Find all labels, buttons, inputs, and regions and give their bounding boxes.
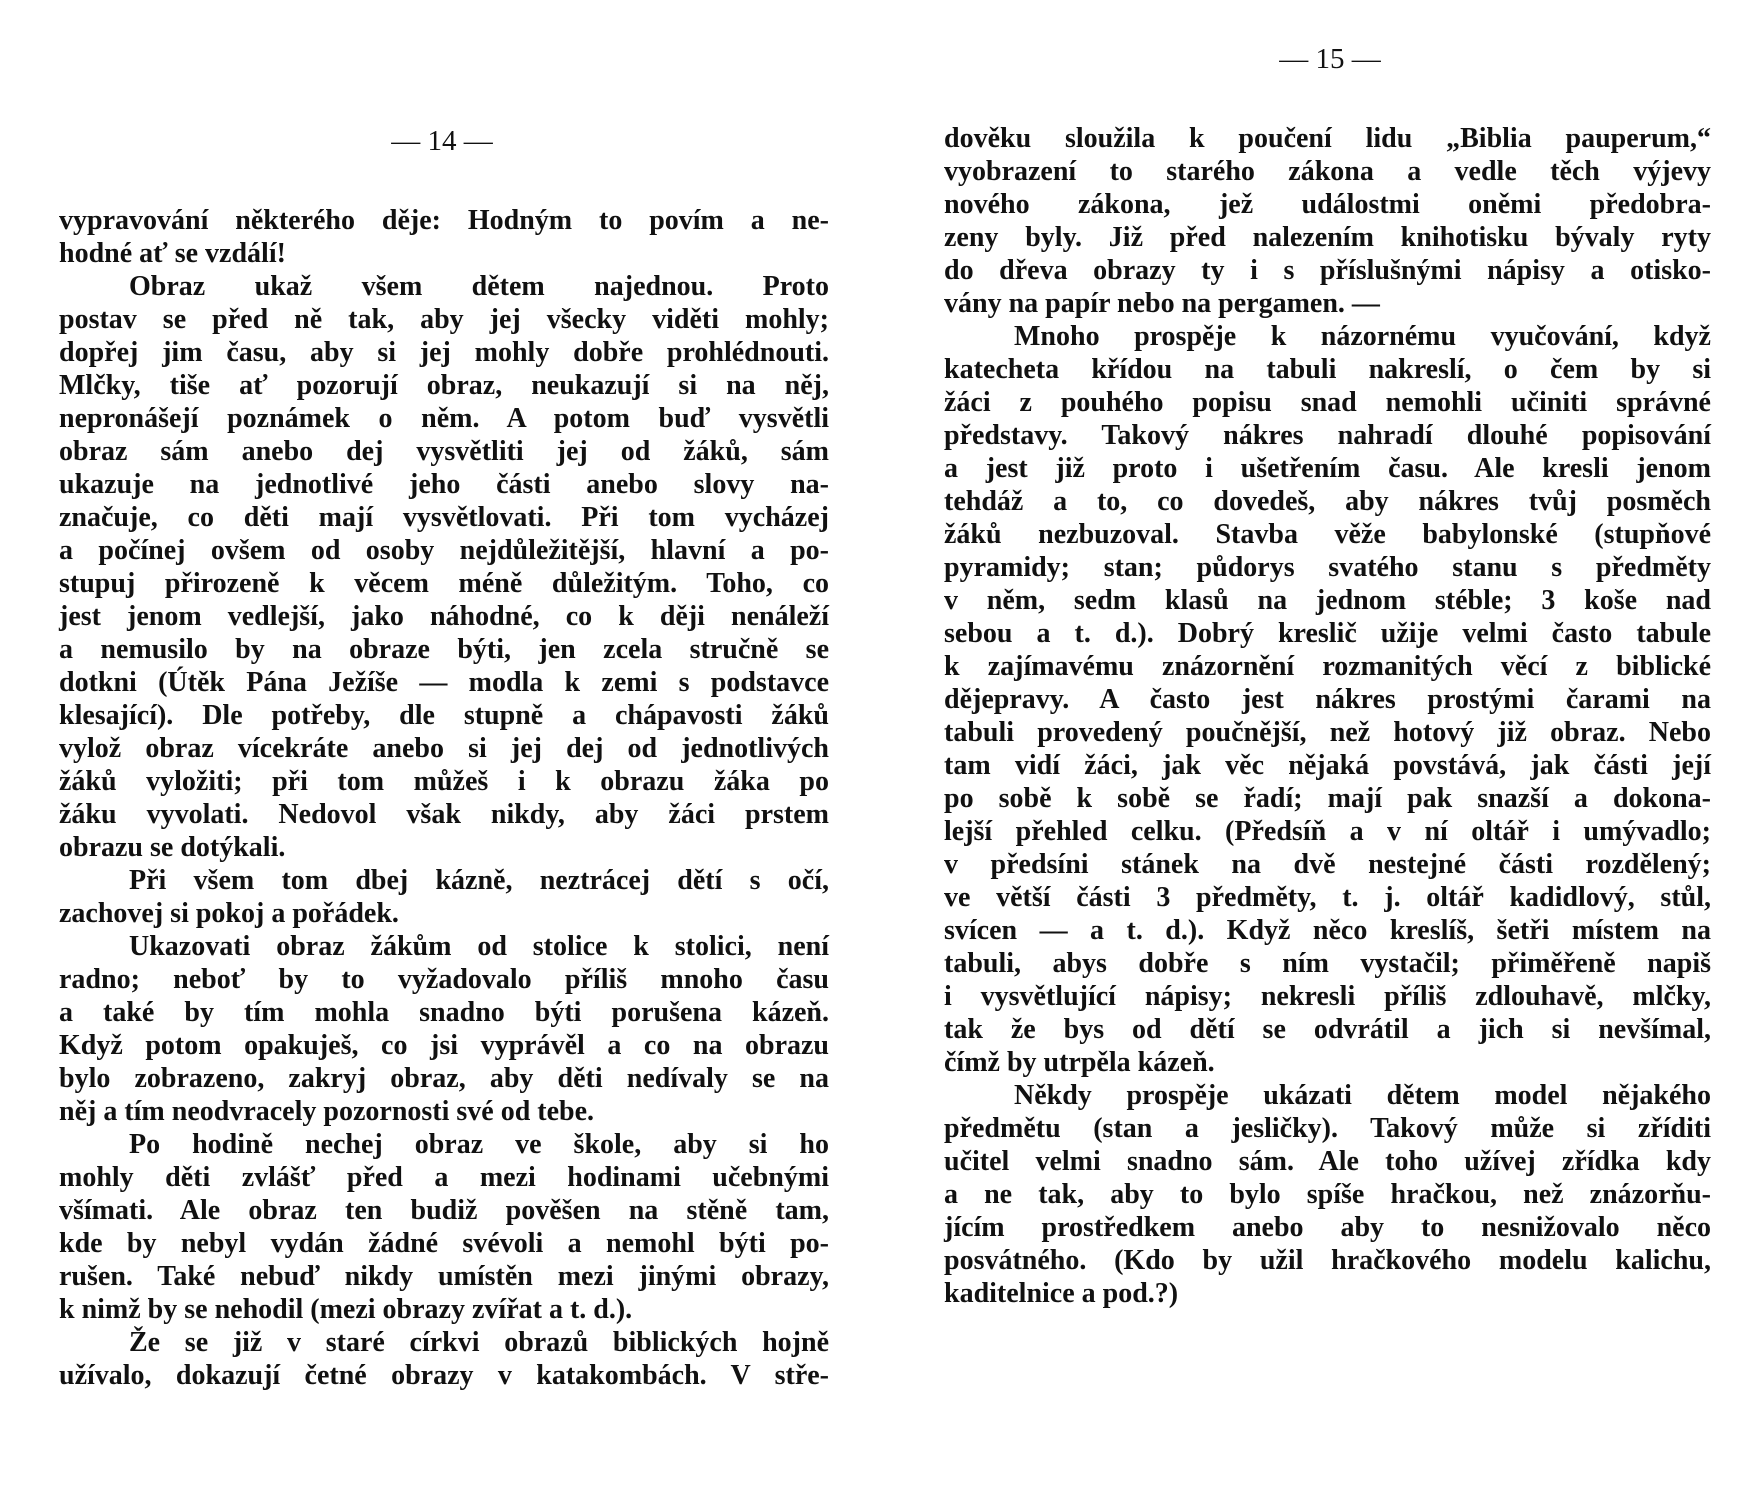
text-line: žáku vyvolati. Nedovol však nikdy, aby žáci prstem [59, 799, 829, 830]
text-line: Mnoho prospěje k názornému vyučování, když [1014, 321, 1711, 352]
text-line: Když potom opakuješ, co jsi vyprávěl a co na obrazu [59, 1030, 829, 1061]
page-number-left: — 14 — [391, 125, 493, 157]
text-line: tam vidí žáci, jak věc nějaká povstává, jak části její [944, 750, 1711, 781]
text-line: užívalo, dokazují četné obrazy v katakombách. V stře- [59, 1360, 829, 1391]
text-line: předmětu (stan a jesličky). Takový může si zříditi [944, 1113, 1711, 1144]
text-line: i vysvětlující nápisy; nekresli příliš zdlouhavě, mlčky, [944, 981, 1711, 1012]
text-line: k zajímavému znázornění rozmanitých věcí z biblické [944, 651, 1711, 682]
right-page-text [944, 122, 1711, 1310]
text-line: čímž by utrpěla kázeň. [944, 1047, 1215, 1078]
text-line: k nimž by se nehodil (mezi obrazy zvířat a t. d.). [59, 1294, 633, 1325]
text-line: Při všem tom dbej kázně, neztrácej dětí s očí, [129, 865, 829, 896]
text-line: po sobě k sobě se řadí; mají pak snazší a dokona- [944, 783, 1711, 814]
text-line: radno; neboť by to vyžadovalo příliš mnoho času [59, 964, 829, 995]
text-line: dějepravy. A často jest nákres prostými čarami na [944, 684, 1711, 715]
text-line: Ukazovati obraz žákům od stolice k stolici, není [129, 931, 829, 962]
text-line: ukazuje na jednotlivé jeho části anebo slovy na- [59, 469, 829, 500]
text-line: pyramidy; stan; půdorys svatého stanu s předměty [944, 552, 1711, 583]
text-line: klesající). Dle potřeby, dle stupně a chápavosti žáků [59, 700, 829, 731]
text-line: obrazu se dotýkali. [59, 832, 286, 863]
page-number-right: — 15 — [1279, 43, 1381, 75]
text-line: nepronášejí poznámek o něm. A potom buď vysvětli [59, 403, 829, 434]
text-line: tabuli provedený poučnější, než hotový již obraz. Nebo [944, 717, 1711, 748]
text-line: Mlčky, tiše ať pozorují obraz, neukazují si na něj, [59, 370, 829, 401]
text-line: mohly děti zvlášť před a mezi hodinami učebnými [59, 1162, 829, 1193]
text-line: žáků vyložiti; při tom můžeš i k obrazu žáka po [59, 766, 829, 797]
text-line: rušen. Také nebuď nikdy umístěn mezi jinými obrazy, [59, 1261, 829, 1292]
text-line: žáků nezbuzoval. Stavba věže babylonské (stupňové [944, 519, 1711, 550]
text-line: vyobrazení to starého zákona a vedle těch výjevy [944, 156, 1711, 187]
text-line: tabuli, abys dobře s ním vystačil; přiměřeně napiš [944, 948, 1711, 979]
text-line: zeny byly. Již před nalezením knihotisku bývaly ryty [944, 222, 1711, 253]
text-line: do dřeva obrazy ty i s příslušnými nápisy a otisko- [944, 255, 1711, 286]
text-line: vypravování některého děje: Hodným to povím a ne- [59, 205, 829, 236]
text-line: a jest již proto i ušetřením času. Ale kresli jenom [944, 453, 1711, 484]
text-line: v předsíni stánek na dvě nestejné části rozdělený; [944, 849, 1711, 880]
text-line: posvátného. (Kdo by užil hračkového modelu kalichu, [944, 1245, 1711, 1276]
text-line: a nemusilo by na obraze býti, jen zcela stručně se [59, 634, 829, 665]
text-line: kaditelnice a pod.?) [944, 1278, 1179, 1309]
text-line: učitel velmi snadno sám. Ale toho užívej zřídka kdy [944, 1146, 1711, 1177]
text-line: Někdy prospěje ukázati dětem model nějakého [1014, 1080, 1711, 1111]
text-line: dopřej jim času, aby si jej mohly dobře prohlédnouti. [59, 337, 829, 368]
text-line: vány na papír nebo na pergamen. — [944, 288, 1380, 319]
text-line: stupuj přirozeně k věcem méně důležitým. Toho, co [59, 568, 829, 599]
text-line: Po hodině nechej obraz ve škole, aby si ho [129, 1129, 829, 1160]
text-line: značuje, co děti mají vysvětlovati. Při tom vycházej [59, 502, 829, 533]
text-line: a počínej ovšem od osoby nejdůležitější, hlavní a po- [59, 535, 829, 566]
text-line: obraz sám anebo dej vysvětliti jej od žáků, sám [59, 436, 829, 467]
text-line: v něm, sedm klasů na jednom stéble; 3 koše nad [944, 585, 1711, 616]
text-line: sebou a t. d.). Dobrý kreslič užije velmi často tabule [944, 618, 1711, 649]
text-line: žáci z pouhého popisu snad nemohli učiniti správné [944, 387, 1711, 418]
text-line: postav se před ně tak, aby jej všecky viděti mohly; [59, 304, 829, 335]
text-line: vylož obraz vícekráte anebo si jej dej od jednotlivých [59, 733, 829, 764]
text-line: všímati. Ale obraz ten budiž pověšen na stěně tam, [59, 1195, 829, 1226]
text-line: tehdáž a to, co dovedeš, aby nákres tvůj posměch [944, 486, 1711, 517]
text-line: představy. Takový nákres nahradí dlouhé popisování [944, 420, 1711, 451]
text-line: tak že bys od dětí se odvrátil a jich si nevšímal, [944, 1014, 1711, 1045]
text-line: svícen — a t. d.). Když něco kreslíš, šetři místem na [944, 915, 1711, 946]
left-page-text [59, 204, 829, 1392]
text-line: jest jenom vedlejší, jako náhodné, co k ději nenáleží [59, 601, 829, 632]
text-line: něj a tím neodvracely pozornosti své od tebe. [59, 1096, 595, 1127]
text-line: Že se již v staré církvi obrazů biblických hojně [129, 1327, 829, 1358]
text-line: ve větší části 3 předměty, t. j. oltář kadidlový, stůl, [944, 882, 1711, 913]
text-line: a také by tím mohla snadno býti porušena kázeň. [59, 997, 829, 1028]
text-line: lejší přehled celku. (Předsíň a v ní oltář i umývadlo; [944, 816, 1711, 847]
text-line: bylo zobrazeno, zakryj obraz, aby děti nedívaly se na [59, 1063, 829, 1094]
text-line: kde by nebyl vydán žádné svévoli a nemohl býti po- [59, 1228, 829, 1259]
text-line: hodné ať se vzdálí! [59, 238, 286, 269]
text-line: dotkni (Útěk Pána Ježíše — modla k zemi s podstavce [59, 667, 829, 698]
text-line: katecheta křídou na tabuli nakreslí, o čem by si [944, 354, 1711, 385]
text-line: a ne tak, aby to bylo spíše hračkou, než znázorňu- [944, 1179, 1711, 1210]
text-line: zachovej si pokoj a pořádek. [59, 898, 399, 929]
text-line: jícím prostředkem anebo aby to nesnižovalo něco [944, 1212, 1711, 1243]
text-line: Obraz ukaž všem dětem najednou. Proto [129, 271, 829, 302]
text-line: dověku sloužila k poučení lidu „Biblia pauperum,“ [944, 123, 1711, 154]
text-line: nového zákona, jež událostmi oněmi předobra- [944, 189, 1711, 220]
